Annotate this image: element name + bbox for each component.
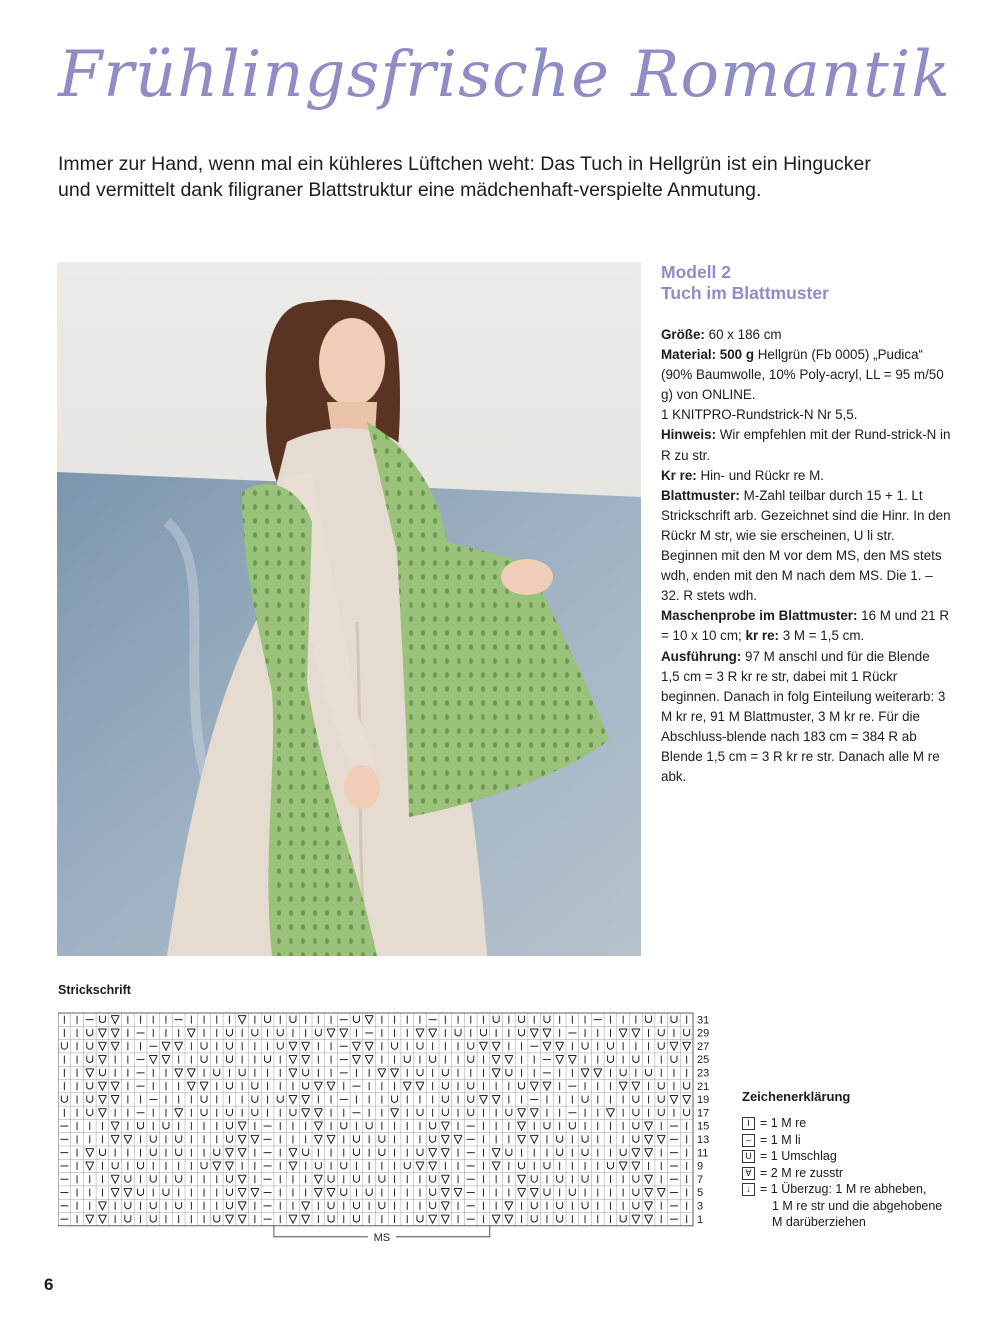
legend-item-yarnover: U = 1 Umschlag [742,1148,962,1165]
para-pattern: Blattmuster: M-Zahl teilbar durch 15 + 1. Lt Strickschrift arb. Gezeichnet sind die Hinr. In den Rückr M str, wie sie erscheinen, U li str. Beginnen mit den M vor dem MS, den MS stets wdh, enden mit den M nach dem MS. Die 1. – 32. R stets wdh. [661,487,951,604]
chart-row-label: 21 [697,1080,710,1093]
chart-row-label: 29 [697,1027,710,1040]
model-number: Modell 2 [661,262,732,282]
k2tog-symbol-icon: ∀ [742,1167,755,1180]
intro-line-1: Immer zur Hand, wenn mal ein kühleres Lüftchen weht: Das Tuch in Hellgrün ist ein Hingucker [58,153,871,175]
legend-title: Zeichenerklärung [742,1089,851,1104]
intro-text [58,151,958,203]
chart-row-label: 5 [697,1187,704,1200]
legend-item-k2tog: ∀ = 2 M re zusstr [742,1165,962,1182]
chart-row-label: 1 [697,1213,704,1226]
chart-row-label: 3 [697,1200,704,1213]
legend [742,1115,962,1231]
legend-continuation-2: M darüberziehen [772,1215,866,1229]
chart-row-label: 31 [697,1014,710,1027]
chart-row-label: 27 [697,1040,710,1053]
intro-line-2: und vermittelt dank filigraner Blattstruktur eine mädchenhaft-verspielte Anmutung. [58,179,762,201]
page-title: Frühlingsfrische Romantik [58,38,952,112]
para-needle: 1 KNITPRO-Rundstrick-N Nr 5,5. [661,407,858,423]
para-size: Größe: 60 x 186 cm [661,327,782,342]
page-number: 6 [44,1275,54,1294]
instructions [661,325,951,787]
model-heading [661,262,961,304]
para-execution: Ausführung: 97 M anschl und für die Blende 1,5 cm = 3 R kr re str, dabei mit 1 Rückr beginnen. Danach in folg Einteilung weiterarb: 3 M kr re, 91 M Blattmuster, 3 M kr re. Für die Abschluss-blende nach 183 cm = 384 R ab Blende 1,5 cm = 3 R kr re str. Danach alle M re abk. [661,648,946,785]
model-name: Tuch im Blattmuster [661,283,829,303]
chart-row-label: 19 [697,1094,710,1107]
chart-row-label: 11 [697,1147,709,1160]
chart-row-label: 9 [697,1160,704,1173]
skpo-symbol-icon: ↓ [742,1183,755,1196]
chart-row-label: 13 [697,1134,710,1146]
legend-item-skpo: ↓ = 1 Überzug: 1 M re abheben, [742,1181,962,1198]
chart-row-label: 7 [697,1173,704,1186]
purl-symbol-icon: – [742,1134,755,1147]
chart-row-label: 17 [697,1107,710,1120]
repeat-label: MS [373,1231,391,1244]
knit-symbol-icon: I [742,1117,755,1130]
para-material: Material: 500 g Hellgrün (Fb 0005) „Pudica“ (90% Baumwolle, 10% Poly-acryl, LL = 95 m/50 g) von ONLINE. [661,347,944,403]
knitting-chart [58,1012,728,1257]
legend-continuation-1: 1 M re str und die abgehobene [772,1198,943,1213]
chart-row-label: 15 [697,1120,710,1133]
chart-title: Strickschrift [58,983,131,997]
para-garter: Kr re: Hin- und Rückr re M. [661,467,824,483]
yarnover-symbol-icon: U [742,1150,755,1163]
para-gauge: Maschenprobe im Blattmuster: 16 M und 21 R = 10 x 10 cm; kr re: 3 M = 1,5 cm. [661,608,949,644]
legend-item-knit: I = 1 M re [742,1115,962,1132]
chart-row-label: 23 [697,1067,710,1080]
legend-item-purl: – = 1 M li [742,1132,962,1149]
chart-row-label: 25 [697,1054,710,1067]
para-note: Hinweis: Wir empfehlen mit der Rund-strick-N in R zu str. [661,427,951,463]
model-photo [57,262,641,956]
